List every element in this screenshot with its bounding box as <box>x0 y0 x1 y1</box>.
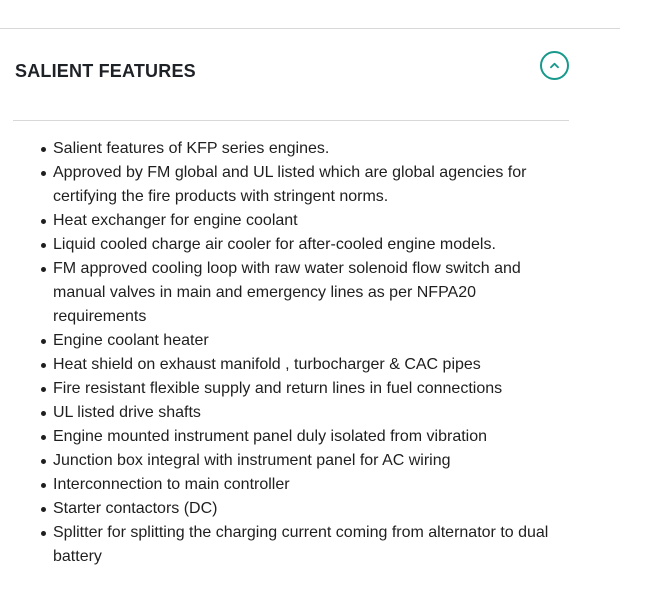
feature-item: Starter contactors (DC) <box>31 497 563 521</box>
feature-item: Heat exchanger for engine coolant <box>31 209 563 233</box>
feature-item: Engine mounted instrument panel duly isolated from vibration <box>31 425 563 449</box>
chevron-up-icon <box>544 55 565 76</box>
feature-item: Heat shield on exhaust manifold , turbocharger & CAC pipes <box>31 353 563 377</box>
section-title: SALIENT FEATURES <box>15 61 196 81</box>
feature-item: Interconnection to main controller <box>31 473 563 497</box>
feature-item: FM approved cooling loop with raw water solenoid flow switch and manual valves in main and emergency lines as per NFPA20 requirements <box>31 257 563 329</box>
feature-item: Approved by FM global and UL listed which are global agencies for certifying the fire products with stringent norms. <box>31 161 563 209</box>
feature-item: Junction box integral with instrument panel for AC wiring <box>31 449 563 473</box>
feature-item: Engine coolant heater <box>31 329 563 353</box>
feature-item: Fire resistant flexible supply and return lines in fuel connections <box>31 377 563 401</box>
section-header <box>15 50 639 90</box>
feature-item: UL listed drive shafts <box>31 401 563 425</box>
feature-item: Liquid cooled charge air cooler for after-cooled engine models. <box>31 233 563 257</box>
header-divider <box>13 120 569 121</box>
feature-item: Salient features of KFP series engines. <box>31 137 563 161</box>
collapse-section-button[interactable] <box>540 51 569 80</box>
section-top-divider <box>0 28 620 29</box>
features-list <box>31 137 563 569</box>
feature-item: Splitter for splitting the charging current coming from alternator to dual battery <box>31 521 563 569</box>
